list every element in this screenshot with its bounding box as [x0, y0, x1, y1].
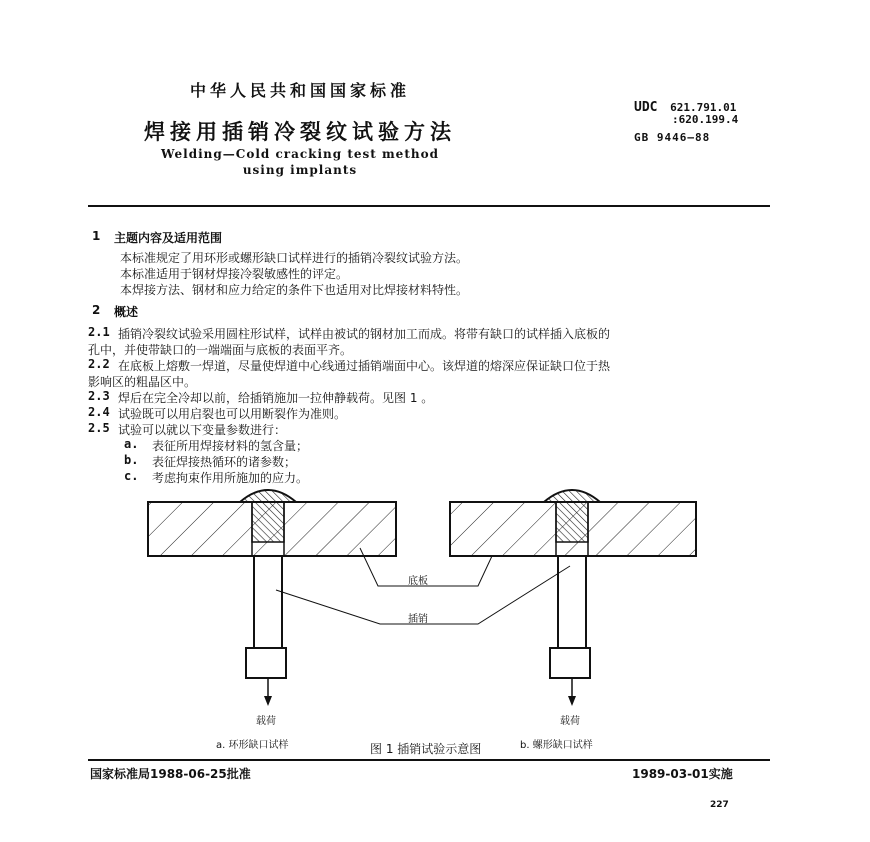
label-load-left: 载荷 [256, 716, 276, 727]
clause-text: 在底板上熔敷一焊道，尽量使焊道中心线通过插销端面中心。该焊道的熔深应保证缺口位于热 [118, 359, 611, 373]
subitem-text: 考虑拘束作用所施加的应力。 [152, 471, 309, 485]
clause-number: 2.1 [88, 325, 110, 339]
clause-text-continued: 影响区的粗晶区中。 [88, 375, 197, 389]
section-1-paragraph: 本焊接方法、钢材和应力给定的条件下也适用对比焊接材料特性。 [120, 283, 469, 297]
national-standard-heading: 中华人民共和国国家标准 [189, 81, 410, 100]
clause-number: 2.4 [88, 405, 110, 419]
clause-text-continued: 孔中，并使带缺口的一端端面与底板的表面平齐。 [88, 343, 353, 357]
section-1-paragraph: 本标准适用于钢材焊接冷裂敏感性的评定。 [120, 267, 349, 281]
section-1-heading: 主题内容及适用范围 [114, 231, 223, 245]
label-base-plate: 底板 [408, 576, 428, 587]
gb-number: GB 9446—88 [634, 131, 711, 144]
caption-b: b. 螺形缺口试样 [520, 740, 593, 751]
subitem-text: 表征焊接热循环的诸参数； [152, 455, 297, 469]
clause-number: 2.3 [88, 389, 110, 403]
clause-text: 试验既可以用启裂也可以用断裂作为准则。 [118, 407, 347, 421]
caption-a: a. 环形缺口试样 [216, 740, 289, 751]
subitem-letter: c. [124, 469, 139, 483]
label-implant: 插销 [408, 614, 428, 625]
document-title-en-line2: using implants [242, 163, 358, 177]
clause-text: 焊后在完全冷却以前，给插销施加一拉伸静载荷。见图 1 。 [118, 391, 434, 405]
section-2-heading: 概述 [114, 305, 139, 319]
clause-number: 2.5 [88, 421, 110, 435]
udc-label: UDC [634, 100, 658, 115]
udc-value-1: 621.791.01 [670, 101, 737, 114]
document-title-en-line1: Welding—Cold cracking test method [161, 147, 439, 161]
clause-text: 试验可以就以下变量参数进行： [118, 423, 287, 437]
udc-value-2: :620.199.4 [672, 113, 739, 126]
subitem-letter: a. [124, 437, 139, 451]
page-number: 227 [710, 800, 729, 810]
section-1-number: 1 [92, 229, 101, 243]
clause-number: 2.2 [88, 357, 110, 371]
approval-date: 国家标准局1988-06-25批准 [90, 767, 251, 781]
footer-divider [88, 759, 770, 761]
implementation-date: 1989-03-01实施 [632, 767, 733, 781]
section-2-number: 2 [92, 303, 101, 317]
subitem-text: 表征所用焊接材料的氢含量； [152, 439, 309, 453]
section-1-paragraph: 本标准规定了用环形或螺形缺口试样进行的插销冷裂纹试验方法。 [120, 251, 469, 265]
clause-text: 插销冷裂纹试验采用圆柱形试样，试样由被试的钢材加工而成。将带有缺口的试样插入底板的 [118, 327, 611, 341]
label-load-right: 载荷 [560, 716, 580, 727]
figure-caption: 图 1 插销试验示意图 [370, 742, 482, 756]
document-title-cn: 焊接用插销冷裂纹试验方法 [144, 120, 456, 144]
subitem-letter: b. [124, 453, 139, 467]
